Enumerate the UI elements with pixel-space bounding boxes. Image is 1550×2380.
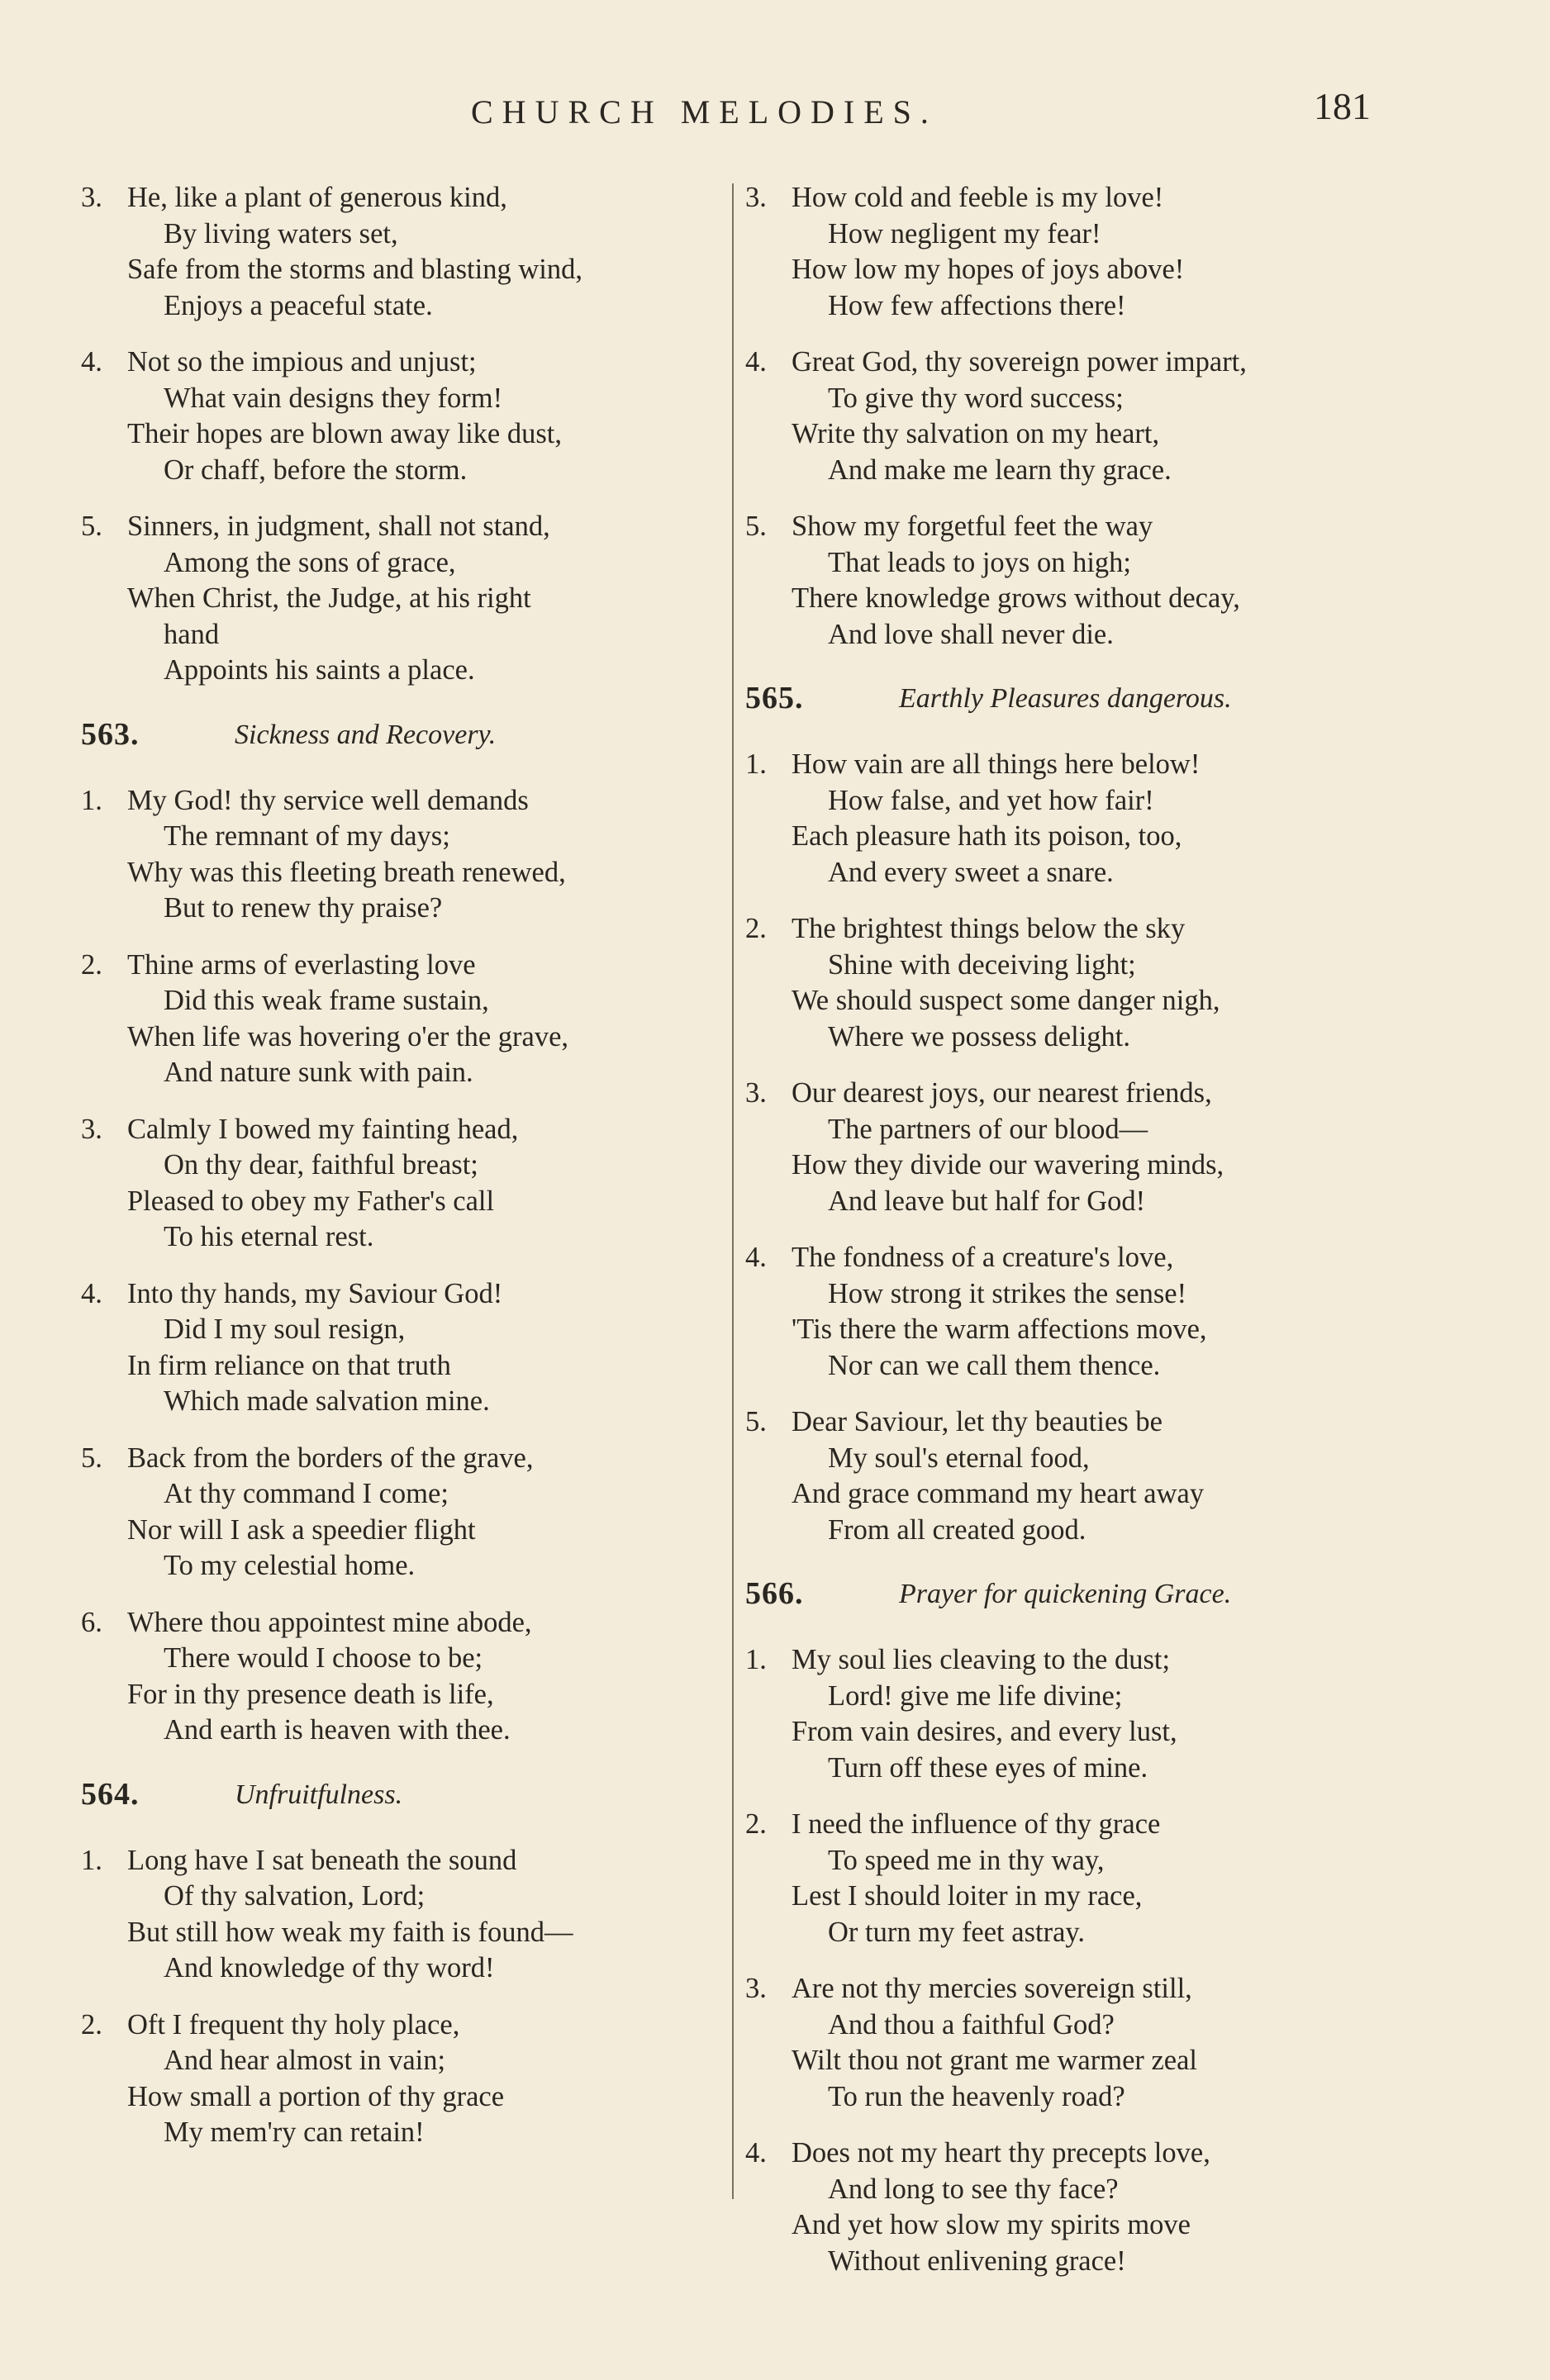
left-column [81, 180, 727, 2172]
verse-text: Dear Saviour, let thy beauties be [792, 1406, 1162, 1437]
verse-line: And nature sunk with pain. [164, 1057, 473, 1088]
stanza-number: 1. [745, 748, 767, 780]
stanza-number: 2. [81, 948, 102, 981]
verse-line: Why was this fleeting breath renewed, [127, 856, 566, 888]
verse-line [81, 2007, 727, 2044]
verse-text: Calmly I bowed my fainting head, [127, 1113, 519, 1145]
stanza [745, 1807, 1398, 1950]
verse-text: Into thy hands, my Saviour God! [127, 1277, 503, 1309]
stanza-number: 5. [745, 1406, 767, 1437]
verse-line [745, 1240, 1398, 1276]
verse-line [745, 1076, 1398, 1112]
verse-line: And every sweet a snare. [828, 856, 1114, 888]
hymn-number: 563. [81, 716, 140, 752]
verse-line: The partners of our blood— [828, 1113, 1148, 1145]
verse-line: Or chaff, before the storm. [164, 454, 468, 486]
verse-line: And make me learn thy grace. [828, 454, 1172, 486]
verse-line: Shine with deceiving light; [828, 948, 1136, 981]
stanza [81, 1112, 727, 1256]
verse-line [81, 509, 727, 545]
verse-line: Nor will I ask a speedier flight [127, 1513, 476, 1546]
stanza-number: 4. [745, 1242, 767, 1273]
verse-line: And earth is heaven with thee. [164, 1714, 511, 1746]
verse-line: hand [164, 618, 220, 650]
verse-line: From all created good. [828, 1513, 1086, 1546]
stanza-number: 4. [81, 1277, 102, 1309]
stanza [745, 1240, 1398, 1384]
verse-text: Not so the impious and unjust; [127, 346, 477, 378]
verse-line: How false, and yet how fair! [828, 784, 1154, 816]
verse-text: He, like a plant of generous kind, [127, 182, 507, 213]
verse-line: And grace command my heart away [792, 1478, 1205, 1509]
stanza [745, 180, 1398, 324]
verse-line: What vain designs they form! [164, 382, 503, 414]
verse-line: When life was hovering o'er the grave, [127, 1020, 569, 1052]
verse-line: How few affections there! [828, 289, 1126, 321]
verse-line [745, 1404, 1398, 1441]
stanza-number: 3. [745, 1077, 767, 1109]
verse-line: How negligent my fear! [828, 217, 1101, 249]
verse-line: Of thy salvation, Lord; [164, 1880, 426, 1912]
verse-line: My mem'ry can retain! [164, 2116, 425, 2148]
verse-line: Turn off these eyes of mine. [828, 1751, 1148, 1784]
verse-line: From vain desires, and every lust, [792, 1716, 1177, 1747]
verse-line [745, 1642, 1398, 1679]
verse-line: The remnant of my days; [164, 820, 450, 852]
verse-text: Sinners, in judgment, shall not stand, [127, 511, 550, 542]
stanza [81, 1276, 727, 1420]
verse-line [745, 2135, 1398, 2172]
stanza [81, 509, 727, 689]
stanza [745, 1971, 1398, 2115]
stanza-number: 3. [81, 1113, 102, 1145]
verse-line: Which made salvation mine. [164, 1385, 490, 1417]
verse-line [745, 180, 1398, 216]
verse-text: Oft I frequent thy holy place, [127, 2008, 460, 2040]
hymn-title: Unfruitfulness. [235, 1779, 403, 1810]
verse-line [81, 1112, 727, 1148]
stanza [745, 1076, 1398, 1219]
verse-line: Lest I should loiter in my race, [792, 1880, 1143, 1912]
verse-line: And thou a faithful God? [828, 2008, 1115, 2040]
verse-line [81, 180, 727, 216]
stanza-number: 5. [81, 511, 102, 542]
hymn-number: 564. [81, 1776, 140, 1812]
running-title: CHURCH MELODIES. [471, 93, 938, 131]
verse-line: Did this weak frame sustain, [164, 985, 489, 1016]
verse-text: The brightest things below the sky [792, 913, 1186, 944]
column-divider [732, 183, 734, 2199]
stanza-number: 3. [745, 1973, 767, 2004]
verse-text: Are not thy mercies sovereign still, [792, 1973, 1192, 2004]
verse-line: To speed me in thy way, [828, 1844, 1105, 1876]
stanza [745, 509, 1398, 653]
stanza [81, 344, 727, 488]
stanza [745, 1642, 1398, 1786]
verse-line: Enjoys a peaceful state. [164, 289, 433, 321]
stanza [745, 911, 1398, 1055]
stanza [81, 1605, 727, 1749]
hymn-title: Earthly Pleasures dangerous. [899, 683, 1232, 714]
verse-line: We should suspect some danger nigh, [792, 985, 1220, 1016]
verse-line: To my celestial home. [164, 1550, 416, 1581]
stanza-number: 2. [745, 1808, 767, 1840]
verse-line: Pleased to obey my Father's call [127, 1185, 495, 1217]
verse-line: And love shall never die. [828, 618, 1114, 650]
stanza-number: 4. [81, 346, 102, 378]
verse-line [745, 747, 1398, 783]
verse-text: Where thou appointest mine abode, [127, 1606, 532, 1638]
verse-line [81, 344, 727, 381]
verse-line: And knowledge of thy word! [164, 1952, 495, 1983]
verse-line: To give thy word success; [828, 382, 1124, 414]
verse-line: 'Tis there the warm affections move, [792, 1314, 1207, 1345]
stanza-number: 2. [81, 2008, 102, 2040]
verse-line: By living waters set, [164, 217, 398, 249]
stanza [745, 1404, 1398, 1548]
verse-line: Appoints his saints a place. [164, 654, 475, 686]
hymn-number: 566. [745, 1576, 804, 1611]
verse-line: There would I choose to be; [164, 1642, 483, 1674]
verse-line: But still how weak my faith is found— [127, 1916, 573, 1948]
verse-line: How small a portion of thy grace [127, 2080, 505, 2112]
hymn-heading [745, 681, 1398, 722]
page-header [0, 76, 1550, 142]
stanza [81, 1843, 727, 1987]
verse-text: How vain are all things here below! [792, 748, 1201, 780]
hymn-title: Sickness and Recovery. [235, 719, 497, 750]
right-column [745, 180, 1398, 2300]
verse-line: Their hopes are blown away like dust, [127, 418, 562, 449]
verse-text: My God! thy service well demands [127, 784, 529, 816]
verse-text: Long have I sat beneath the sound [127, 1844, 517, 1876]
stanza [745, 344, 1398, 488]
verse-line [81, 1276, 727, 1313]
hymn-number: 565. [745, 681, 804, 715]
verse-text: Back from the borders of the grave, [127, 1442, 534, 1474]
verse-line [81, 783, 727, 819]
verse-line: My soul's eternal food, [828, 1442, 1090, 1474]
verse-text: How cold and feeble is my love! [792, 182, 1164, 213]
verse-line: Among the sons of grace, [164, 546, 456, 578]
stanza-number: 3. [81, 182, 102, 213]
verse-text: I need the influence of thy grace [792, 1808, 1161, 1840]
verse-line: Wilt thou not grant me warmer zeal [792, 2045, 1198, 2076]
hymn-heading [81, 1777, 727, 1818]
verse-line: Safe from the storms and blasting wind, [127, 254, 582, 285]
verse-text: Show my forgetful feet the way [792, 511, 1153, 542]
page-number: 181 [1314, 85, 1371, 127]
hymn-heading [81, 717, 727, 758]
stanza [81, 783, 727, 927]
verse-line: Without enlivening grace! [828, 2245, 1126, 2277]
verse-line: Nor can we call them thence. [828, 1349, 1161, 1381]
verse-line: How they divide our wavering minds, [792, 1149, 1224, 1180]
verse-text: Our dearest joys, our nearest friends, [792, 1077, 1212, 1109]
verse-line: That leads to joys on high; [828, 546, 1132, 578]
verse-line: On thy dear, faithful breast; [164, 1149, 478, 1180]
verse-text: My soul lies cleaving to the dust; [792, 1644, 1171, 1675]
verse-line: And long to see thy face? [828, 2173, 1119, 2205]
stanza-number: 6. [81, 1606, 102, 1638]
verse-line: When Christ, the Judge, at his right [127, 582, 531, 614]
verse-line: Lord! give me life divine; [828, 1679, 1123, 1712]
verse-line [745, 344, 1398, 381]
verse-line: In firm reliance on that truth [127, 1349, 451, 1381]
verse-line: To run the heavenly road? [828, 2080, 1125, 2112]
stanza [81, 2007, 727, 2151]
verse-line: Or turn my feet astray. [828, 1916, 1086, 1948]
stanza-number: 3. [745, 182, 767, 213]
verse-line [745, 911, 1398, 948]
stanza [81, 948, 727, 1091]
verse-line: And leave but half for God! [828, 1185, 1146, 1217]
stanza-number: 4. [745, 2137, 767, 2169]
verse-line: How strong it strikes the sense! [828, 1277, 1187, 1309]
stanza [745, 2135, 1398, 2279]
verse-line [81, 1843, 727, 1879]
verse-line [81, 1605, 727, 1641]
stanza-number: 1. [81, 784, 102, 816]
stanza [745, 747, 1398, 891]
stanza-number: 5. [81, 1442, 102, 1474]
verse-line [81, 948, 727, 984]
verse-line: To his eternal rest. [164, 1221, 374, 1252]
stanza [81, 180, 727, 324]
verse-line: There knowledge grows without decay, [792, 582, 1240, 614]
stanza-number: 1. [745, 1644, 767, 1675]
verse-line: At thy command I come; [164, 1478, 449, 1509]
stanza-number: 1. [81, 1844, 102, 1876]
verse-text: Does not my heart thy precepts love, [792, 2137, 1210, 2169]
stanza-number: 2. [745, 913, 767, 944]
hymn-heading [745, 1576, 1398, 1618]
verse-line: Did I my soul resign, [164, 1314, 406, 1345]
stanza-number: 5. [745, 511, 767, 542]
verse-line: For in thy presence death is life, [127, 1678, 494, 1710]
hymn-title: Prayer for quickening Grace. [899, 1579, 1232, 1609]
verse-line: Where we possess delight. [828, 1020, 1130, 1052]
verse-line: How low my hopes of joys above! [792, 254, 1185, 285]
stanza-number: 4. [745, 346, 767, 378]
verse-line [745, 1807, 1398, 1843]
verse-line: But to renew thy praise? [164, 892, 443, 924]
verse-line: Each pleasure hath its poison, too, [792, 820, 1182, 852]
verse-text: Great God, thy sovereign power impart, [792, 346, 1247, 378]
verse-line: And hear almost in vain; [164, 2045, 446, 2076]
verse-line [745, 1971, 1398, 2007]
verse-text: Thine arms of everlasting love [127, 948, 476, 981]
verse-line [745, 509, 1398, 545]
verse-line: And yet how slow my spirits move [792, 2209, 1191, 2240]
verse-line [81, 1441, 727, 1477]
verse-text: The fondness of a creature's love, [792, 1242, 1174, 1273]
verse-line: Write thy salvation on my heart, [792, 418, 1160, 449]
stanza [81, 1441, 727, 1584]
